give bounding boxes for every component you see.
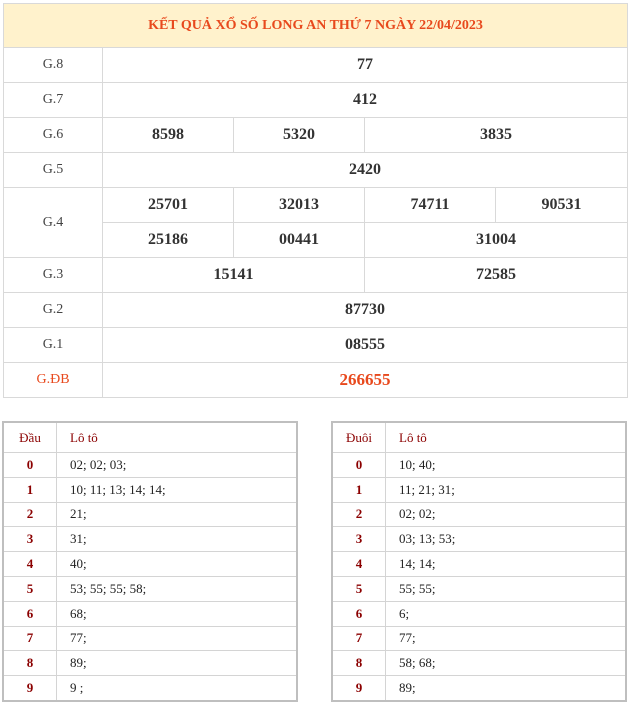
loto-values: 14; 14;: [386, 552, 627, 577]
loto-row: [3, 502, 297, 527]
loto-values: 53; 55; 55; 58;: [57, 576, 298, 601]
loto-row: [332, 576, 626, 601]
prize-label: G.5: [4, 153, 103, 188]
prize-label-special: G.ĐB: [4, 363, 103, 398]
loto-key: 4: [332, 552, 386, 577]
prize-number: 32013: [234, 188, 365, 223]
prize-row-g7: [4, 83, 628, 118]
loto-key: 7: [3, 626, 57, 651]
prize-number: 15141: [103, 258, 365, 293]
loto-row: [3, 676, 297, 701]
prize-row-special: [4, 363, 628, 398]
prize-number: 72585: [365, 258, 628, 293]
loto-key: 6: [3, 601, 57, 626]
prize-number: 25701: [103, 188, 234, 223]
prize-row-g5: [4, 153, 628, 188]
dau-loto-table: [2, 421, 298, 702]
special-prize-number: 266655: [103, 363, 628, 398]
prize-number: 00441: [234, 223, 365, 258]
prize-number: 74711: [365, 188, 496, 223]
loto-key: 2: [3, 502, 57, 527]
loto-header: [3, 422, 297, 453]
loto-key: 9: [332, 676, 386, 701]
loto-header-key: Đầu: [3, 422, 57, 453]
loto-key: 3: [3, 527, 57, 552]
loto-values: 58; 68;: [386, 651, 627, 676]
loto-values: 9 ;: [57, 676, 298, 701]
loto-header-value: Lô tô: [57, 422, 298, 453]
loto-row: [3, 601, 297, 626]
prize-row-g6: [4, 118, 628, 153]
prize-number: 31004: [365, 223, 628, 258]
loto-key: 4: [3, 552, 57, 577]
prize-number: 8598: [103, 118, 234, 153]
loto-row: [3, 576, 297, 601]
prize-number: 2420: [103, 153, 628, 188]
loto-key: 5: [3, 576, 57, 601]
loto-key: 8: [332, 651, 386, 676]
loto-key: 1: [332, 477, 386, 502]
loto-values: 10; 40;: [386, 453, 627, 478]
duoi-loto-table: [331, 421, 627, 702]
prize-number: 5320: [234, 118, 365, 153]
loto-key: 8: [3, 651, 57, 676]
prize-label: G.3: [4, 258, 103, 293]
prize-label: G.2: [4, 293, 103, 328]
loto-values: 21;: [57, 502, 298, 527]
prize-number: 90531: [496, 188, 628, 223]
loto-row: [332, 502, 626, 527]
loto-header-value: Lô tô: [386, 422, 627, 453]
prize-label: G.4: [4, 188, 103, 258]
prize-row-g8: [4, 48, 628, 83]
loto-header: [332, 422, 626, 453]
loto-row: [332, 527, 626, 552]
prize-number: 08555: [103, 328, 628, 363]
loto-row: [332, 477, 626, 502]
loto-values: 02; 02; 03;: [57, 453, 298, 478]
prize-number: 77: [103, 48, 628, 83]
loto-row: [3, 651, 297, 676]
loto-row: [3, 552, 297, 577]
loto-values: 6;: [386, 601, 627, 626]
loto-row: [332, 676, 626, 701]
prize-label: G.6: [4, 118, 103, 153]
prize-label: G.1: [4, 328, 103, 363]
loto-key: 7: [332, 626, 386, 651]
loto-key: 3: [332, 527, 386, 552]
loto-row: [332, 626, 626, 651]
prize-number: 412: [103, 83, 628, 118]
loto-values: 68;: [57, 601, 298, 626]
loto-values: 77;: [386, 626, 627, 651]
prize-row-g2: [4, 293, 628, 328]
loto-values: 03; 13; 53;: [386, 527, 627, 552]
loto-key: 1: [3, 477, 57, 502]
loto-row: [3, 453, 297, 478]
prize-label: G.7: [4, 83, 103, 118]
loto-row: [3, 626, 297, 651]
loto-values: 31;: [57, 527, 298, 552]
loto-values: 77;: [57, 626, 298, 651]
loto-key: 9: [3, 676, 57, 701]
prize-number: 25186: [103, 223, 234, 258]
loto-header-key: Đuôi: [332, 422, 386, 453]
loto-values: 89;: [57, 651, 298, 676]
loto-values: 40;: [57, 552, 298, 577]
loto-row: [332, 552, 626, 577]
loto-row: [332, 651, 626, 676]
loto-values: 55; 55;: [386, 576, 627, 601]
prize-row-g4: [4, 188, 628, 223]
loto-key: 5: [332, 576, 386, 601]
prize-row-g1: [4, 328, 628, 363]
loto-key: 0: [332, 453, 386, 478]
results-table: [3, 3, 628, 398]
loto-key: 0: [3, 453, 57, 478]
loto-values: 11; 21; 31;: [386, 477, 627, 502]
prize-number: 3835: [365, 118, 628, 153]
prize-number: 87730: [103, 293, 628, 328]
loto-key: 6: [332, 601, 386, 626]
loto-values: 89;: [386, 676, 627, 701]
loto-row: [3, 527, 297, 552]
prize-label: G.8: [4, 48, 103, 83]
loto-row: [3, 477, 297, 502]
prize-row-g3: [4, 258, 628, 293]
loto-values: 02; 02;: [386, 502, 627, 527]
loto-row: [332, 601, 626, 626]
loto-values: 10; 11; 13; 14; 14;: [57, 477, 298, 502]
loto-row: [332, 453, 626, 478]
loto-key: 2: [332, 502, 386, 527]
results-title: KẾT QUẢ XỔ SỐ LONG AN THỨ 7 NGÀY 22/04/2023: [4, 4, 628, 48]
